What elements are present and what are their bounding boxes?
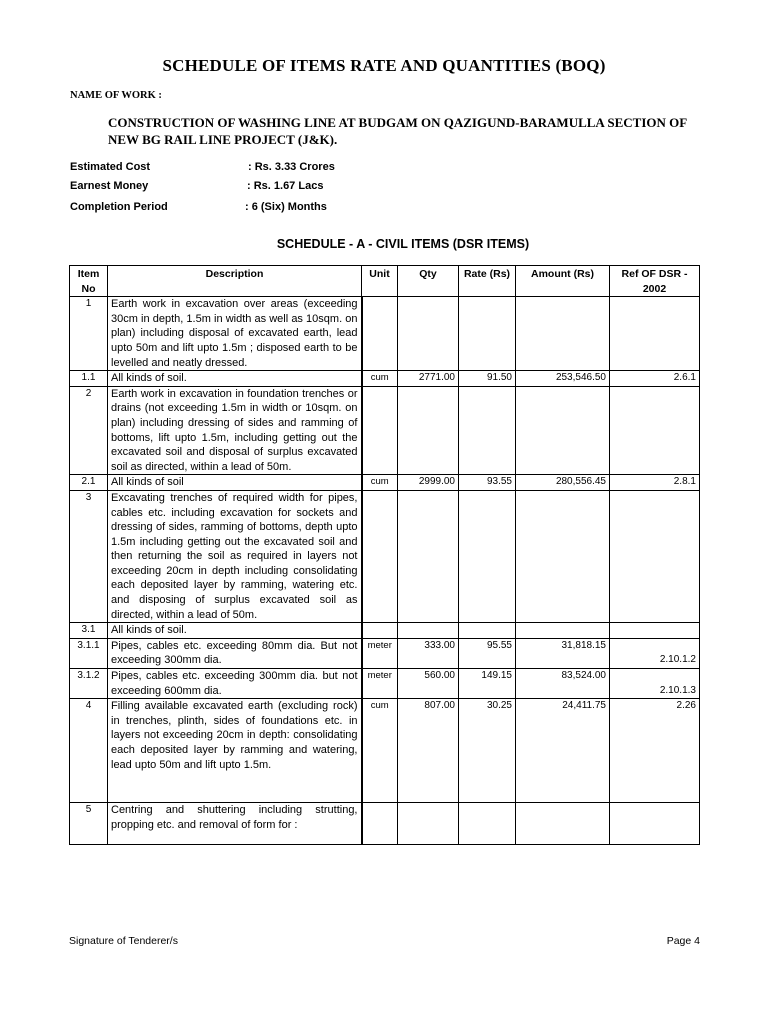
item-ref: 2.8.1 [610, 475, 700, 491]
item-amount: 83,524.00 [516, 669, 610, 699]
item-description: Pipes, cables etc. exceeding 300mm dia. but not exceeding 600mm dia. [108, 669, 362, 699]
item-ref: 2.10.1.2 [610, 638, 700, 668]
item-qty [398, 386, 459, 475]
item-qty: 2771.00 [398, 371, 459, 387]
item-unit [362, 623, 398, 639]
item-description: All kinds of soil. [108, 623, 362, 639]
item-qty [398, 623, 459, 639]
item-rate: 30.25 [459, 699, 516, 803]
item-description: Excavating trenches of required width for pipes, cables etc. including excavation for sockets and dressing of sides, ramming of bottoms, depth upto 1.5m including getting out the excavated soil and then returning the soil as required in layers not exceeding 20cm in depth including consolidating each deposited layer by ramming, watering etc. and disposing of surplus excavated soil as directed, within a lead of 50m. [108, 490, 362, 622]
item-unit [362, 803, 398, 845]
table-row [70, 623, 700, 639]
item-rate: 93.55 [459, 475, 516, 491]
header-ref: Ref OF DSR - 2002 [610, 266, 700, 297]
item-description: Centring and shuttering including strutting, propping etc. and removal of form for : [108, 803, 362, 845]
completion-period-label: Completion Period [70, 201, 168, 213]
item-ref [610, 623, 700, 639]
document-title: SCHEDULE OF ITEMS RATE AND QUANTITIES (BOQ) [162, 56, 606, 75]
table-header-row [70, 266, 700, 297]
item-unit: meter [362, 638, 398, 668]
header-amount: Amount (Rs) [516, 266, 610, 297]
item-unit: cum [362, 699, 398, 803]
signature-label: Signature of Tenderer/s [69, 935, 178, 947]
item-qty: 807.00 [398, 699, 459, 803]
item-rate [459, 386, 516, 475]
item-description: Earth work in excavation in foundation trenches or drains (not exceeding 1.5m in width or 10sqm. on plan) including dressing of sides and ramming of bottoms, lift upto 1.5m, including getting out the excavated soil and disposal of surplus excavated soil as directed, within a lead of 50m. [108, 386, 362, 475]
item-unit [362, 490, 398, 622]
item-no: 3.1 [70, 623, 108, 639]
item-qty: 560.00 [398, 669, 459, 699]
table-row [70, 371, 700, 387]
item-rate [459, 490, 516, 622]
item-unit [362, 297, 398, 371]
item-unit: cum [362, 371, 398, 387]
earnest-money-value: : Rs. 1.67 Lacs [247, 180, 324, 192]
table-row [70, 297, 700, 371]
item-amount [516, 623, 610, 639]
item-no: 3.1.2 [70, 669, 108, 699]
item-description: Filling available excavated earth (excluding rock) in trenches, plinth, sides of foundations etc. in layers not exceeding 20cm in depth: consolidating each deposited layer by ramming and watering, lead upto 50m and lift upto 1.5m. [108, 699, 362, 803]
header-qty: Qty [398, 266, 459, 297]
table-row [70, 699, 700, 803]
item-no: 1 [70, 297, 108, 371]
item-rate [459, 623, 516, 639]
header-item-no: Item No [70, 266, 108, 297]
item-qty: 333.00 [398, 638, 459, 668]
item-description: All kinds of soil [108, 475, 362, 491]
item-description: Pipes, cables etc. exceeding 80mm dia. But not exceeding 300mm dia. [108, 638, 362, 668]
item-no: 3 [70, 490, 108, 622]
item-no: 1.1 [70, 371, 108, 387]
item-qty [398, 490, 459, 622]
item-unit: meter [362, 669, 398, 699]
item-amount [516, 803, 610, 845]
schedule-heading: SCHEDULE - A - CIVIL ITEMS (DSR ITEMS) [276, 237, 530, 251]
item-no: 3.1.1 [70, 638, 108, 668]
item-qty: 2999.00 [398, 475, 459, 491]
item-amount: 253,546.50 [516, 371, 610, 387]
earnest-money-label: Earnest Money [70, 180, 149, 192]
item-rate: 91.50 [459, 371, 516, 387]
item-no: 2 [70, 386, 108, 475]
estimated-cost-label: Estimated Cost [70, 161, 151, 173]
item-amount: 24,411.75 [516, 699, 610, 803]
page-number: Page 4 [666, 935, 700, 947]
item-no: 4 [70, 699, 108, 803]
item-amount [516, 490, 610, 622]
item-amount [516, 297, 610, 371]
item-description: All kinds of soil. [108, 371, 362, 387]
table-row [70, 638, 700, 668]
header-description: Description [108, 266, 362, 297]
item-unit [362, 386, 398, 475]
item-ref: 2.26 [610, 699, 700, 803]
item-qty [398, 803, 459, 845]
item-no: 2.1 [70, 475, 108, 491]
item-ref: 2.6.1 [610, 371, 700, 387]
item-rate: 95.55 [459, 638, 516, 668]
item-ref [610, 803, 700, 845]
table-row [70, 490, 700, 622]
item-rate [459, 297, 516, 371]
item-qty [398, 297, 459, 371]
work-description: CONSTRUCTION OF WASHING LINE AT BUDGAM ON QAZIGUND-BARAMULLA SECTION OF NEW BG RAIL LINE PROJECT (J&K). [108, 115, 687, 147]
item-ref: 2.10.1.3 [610, 669, 700, 699]
item-rate: 149.15 [459, 669, 516, 699]
item-rate [459, 803, 516, 845]
item-ref [610, 490, 700, 622]
item-amount: 280,556.45 [516, 475, 610, 491]
table-row [70, 475, 700, 491]
item-no: 5 [70, 803, 108, 845]
table-row [70, 803, 700, 845]
boq-table [69, 265, 700, 845]
item-ref [610, 297, 700, 371]
table-row [70, 386, 700, 475]
item-ref [610, 386, 700, 475]
header-unit: Unit [362, 266, 398, 297]
item-unit: cum [362, 475, 398, 491]
header-rate: Rate (Rs) [459, 266, 516, 297]
table-row [70, 669, 700, 699]
completion-period-value: : 6 (Six) Months [245, 201, 327, 213]
estimated-cost-value: : Rs. 3.33 Crores [248, 161, 335, 173]
item-amount [516, 386, 610, 475]
name-of-work-label: NAME OF WORK : [70, 90, 162, 101]
item-amount: 31,818.15 [516, 638, 610, 668]
item-description: Earth work in excavation over areas (exceeding 30cm in depth, 1.5m in width as well as 10sqm. on plan) including disposal of excavated earth, lead upto 50m and lift upto 1.5m ; disposed earth to be levelled and neatly dressed. [108, 297, 362, 371]
